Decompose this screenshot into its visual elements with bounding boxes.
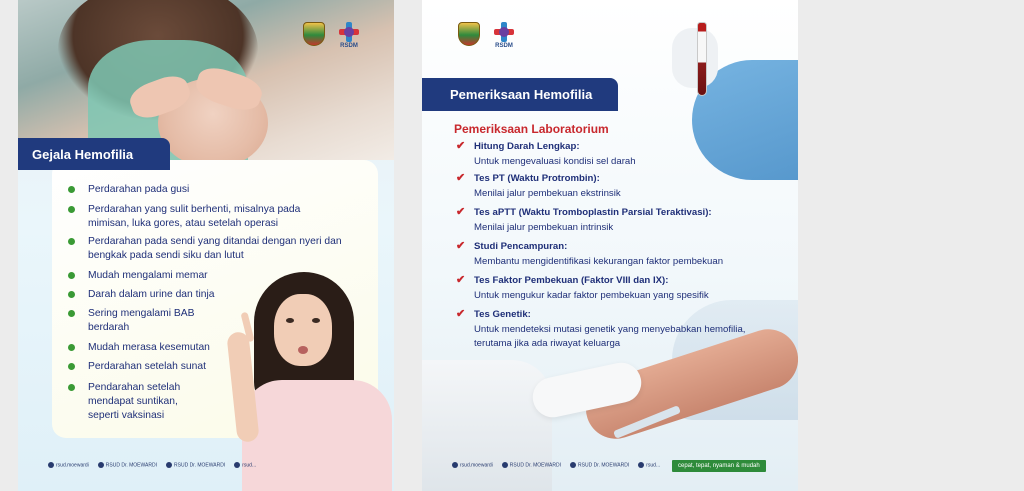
social-footer (452, 462, 660, 468)
facebook-icon (98, 462, 104, 468)
check-icon: ✔ (456, 274, 466, 286)
bullet-icon (68, 291, 75, 298)
instagram-handle: rsud.moewardi (452, 462, 493, 468)
test-description: Untuk mengukur kadar faktor pembekuan yang spesifik (474, 290, 709, 301)
symptom-text: Mudah merasa kesemutan (88, 342, 210, 353)
check-icon: ✔ (456, 240, 466, 252)
instagram-icon (48, 462, 54, 468)
tagline-badge: cepat, tepat, nyaman & mudah (672, 460, 766, 472)
check-icon: ✔ (456, 140, 466, 152)
list-item (68, 360, 206, 374)
glove-hand (672, 28, 718, 88)
pointing-woman-photo (232, 272, 392, 491)
list-item (68, 341, 210, 355)
symptom-text: Perdarahan setelah sunat (88, 361, 206, 372)
check-icon: ✔ (456, 308, 466, 320)
symptom-text: Perdarahan pada sendi yang ditandai dengan nyeri dan bengkak pada sendi siku dan lutut (88, 236, 342, 261)
list-item (456, 308, 770, 351)
list-item (68, 183, 189, 197)
examination-poster (422, 0, 798, 491)
test-description: Untuk mendeteksi mutasi genetik yang menyebabkan hemofilia, terutama jika ada riwayat keluarga (474, 324, 746, 349)
list-item (68, 269, 208, 283)
test-name: Tes Faktor Pembekuan (Faktor VIII dan IX): (474, 275, 669, 286)
youtube-icon (570, 462, 576, 468)
symptom-text: Pendarahan setelah mendapat suntikan, seperti vaksinasi (88, 382, 181, 421)
province-crest-logo (458, 22, 480, 46)
blood-tube (697, 22, 707, 96)
test-name: Studi Pencampuran: (474, 241, 568, 252)
tiktok-handle: rsud... (638, 462, 660, 468)
tiktok-icon (638, 462, 644, 468)
youtube-icon (166, 462, 172, 468)
list-item (456, 240, 786, 269)
symptom-text: Sering mengalami BAB berdarah (88, 308, 195, 333)
check-icon: ✔ (456, 206, 466, 218)
bullet-icon (68, 310, 75, 317)
symptoms-title: Gejala Hemofilia (18, 138, 170, 170)
facebook-icon (502, 462, 508, 468)
youtube-handle: RSUD Dr. MOEWARDI (166, 462, 225, 468)
symptoms-poster (18, 0, 394, 491)
logo-group (303, 22, 359, 49)
tiktok-handle: rsud... (234, 462, 256, 468)
bullet-icon (68, 344, 75, 351)
examination-title: Pemeriksaan Hemofilia (422, 78, 618, 111)
test-description: Membantu mengidentifikasi kekurangan faktor pembekuan (474, 256, 724, 267)
lab-section-heading: Pemeriksaan Laboratorium (454, 122, 609, 136)
province-crest-logo (303, 22, 325, 46)
bullet-icon (68, 186, 75, 193)
symptom-text: Mudah mengalami memar (88, 270, 208, 281)
list-item (68, 235, 358, 263)
instagram-handle: rsud.moewardi (48, 462, 89, 468)
logo-group (458, 22, 514, 49)
list-item (68, 307, 218, 335)
bullet-icon (68, 238, 75, 245)
symptom-text: Perdarahan yang sulit berhenti, misalnya pada mimisan, luka gores, atau setelah operasi (88, 204, 301, 229)
symptom-text: Perdarahan pada gusi (88, 184, 190, 195)
list-item (456, 274, 786, 303)
facebook-handle: RSUD Dr. MOEWARDI (98, 462, 157, 468)
social-footer (48, 462, 256, 468)
facebook-handle: RSUD Dr. MOEWARDI (502, 462, 561, 468)
test-name: Tes PT (Waktu Protrombin): (474, 173, 600, 184)
list-item (456, 206, 786, 235)
list-item (456, 140, 786, 169)
bullet-icon (68, 384, 75, 391)
test-name: Tes aPTT (Waktu Tromboplastin Parsial Teraktivasi): (474, 207, 712, 218)
instagram-icon (452, 462, 458, 468)
list-item (68, 203, 338, 231)
symptom-text: Darah dalam urine dan tinja (88, 289, 215, 300)
tiktok-icon (234, 462, 240, 468)
test-name: Tes Genetik: (474, 309, 531, 320)
test-description: Menilai jalur pembekuan intrinsik (474, 222, 614, 233)
test-description: Untuk mengevaluasi kondisi sel darah (474, 156, 636, 167)
rsdm-logo (339, 22, 359, 49)
youtube-handle: RSUD Dr. MOEWARDI (570, 462, 629, 468)
test-name: Hitung Darah Lengkap: (474, 141, 580, 152)
rsdm-logo-text: RSDM (340, 43, 358, 49)
list-item (68, 288, 215, 302)
test-description: Menilai jalur pembekuan ekstrinsik (474, 188, 621, 199)
list-item (456, 172, 786, 201)
rsdm-logo (494, 22, 514, 49)
bullet-icon (68, 363, 75, 370)
check-icon: ✔ (456, 172, 466, 184)
rsdm-logo-text: RSDM (495, 43, 513, 49)
bullet-icon (68, 206, 75, 213)
list-item (68, 381, 208, 423)
bullet-icon (68, 272, 75, 279)
